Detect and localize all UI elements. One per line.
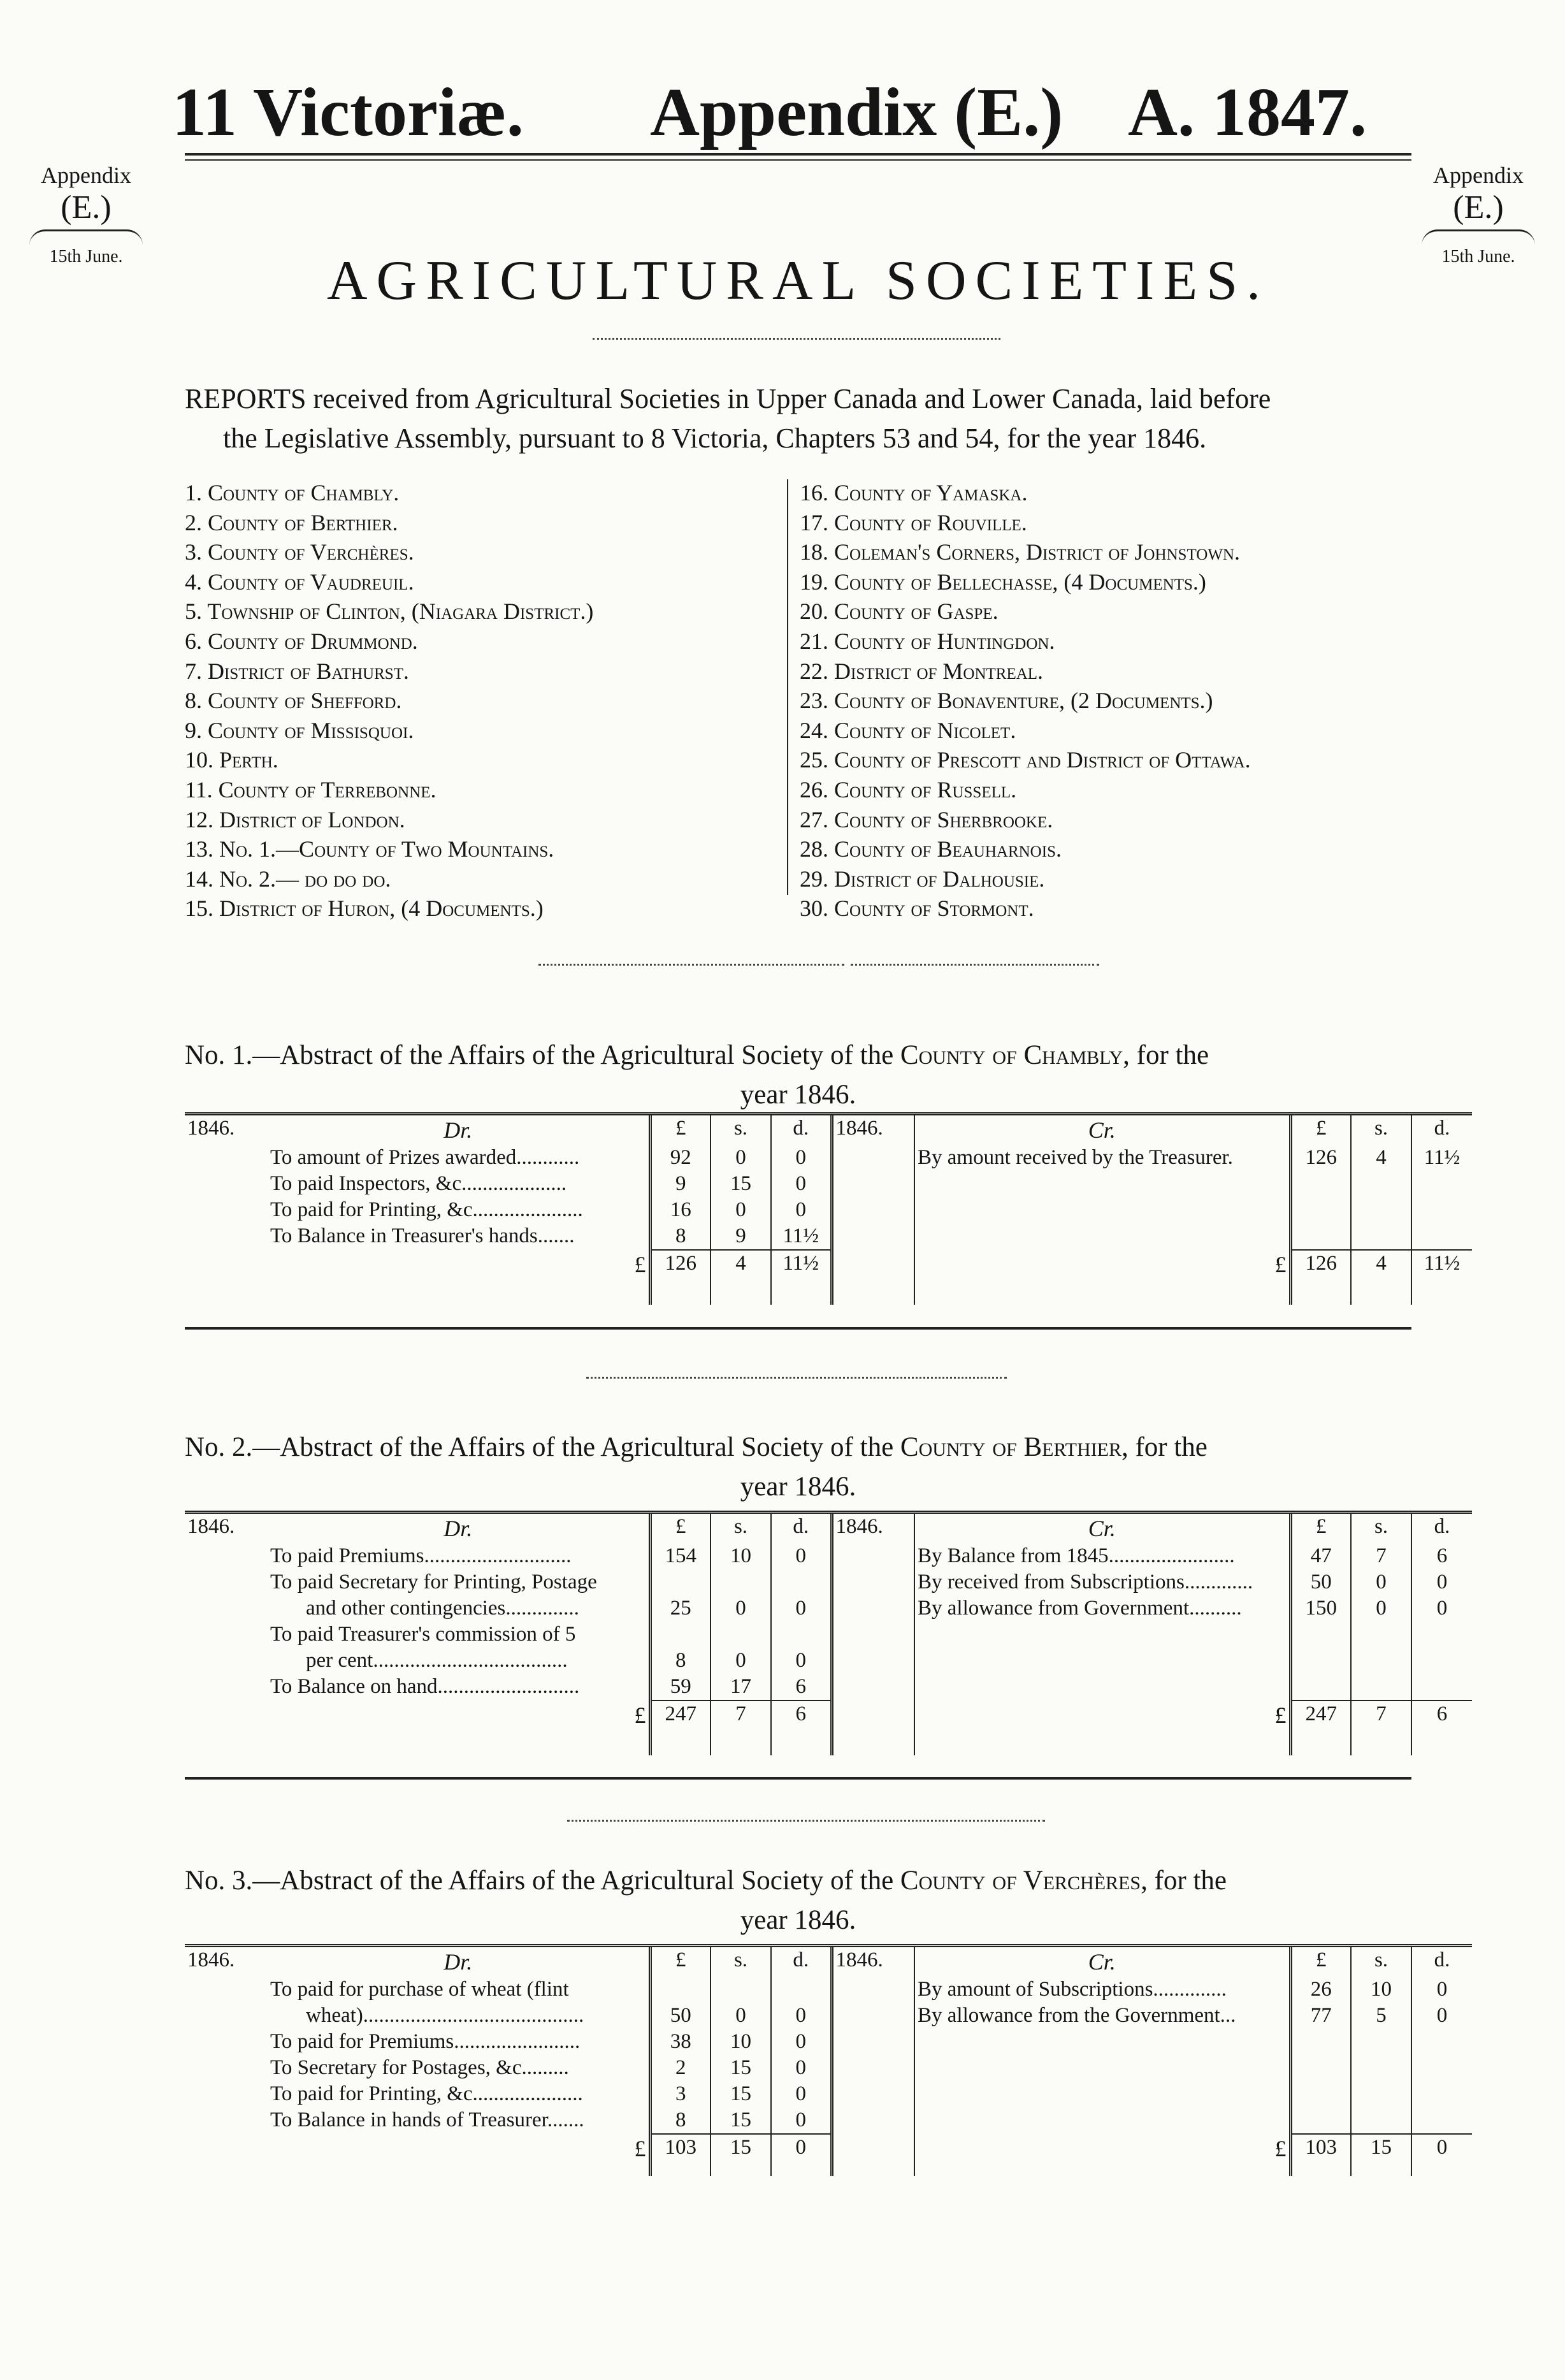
- debit-header: Dr.: [268, 1513, 650, 1544]
- table-row: and other contingencies.............. 25 0 0 By allowance from Government.......... 150 0 0: [185, 1595, 1472, 1622]
- list-item: 12. District of London.: [185, 806, 405, 832]
- abstract-year: year 1846.: [740, 1905, 856, 1936]
- account-table-1: [185, 1112, 1472, 1305]
- table-row: To paid Secretary for Printing, Postage By received from Subscriptions............. 50 0 0: [185, 1569, 1472, 1595]
- year-cell: 1846.: [185, 1513, 268, 1544]
- list-item: 27. County of Sherbrooke.: [800, 806, 1053, 832]
- list-item: 14. No. 2.— do do do.: [185, 866, 391, 892]
- intro-line-2: the Legislative Assembly, pursuant to 8 Victoria, Chapters 53 and 54, for the year 1846.: [223, 423, 1207, 454]
- margin-brace-icon: [1422, 229, 1535, 245]
- list-item: 23. County of Bonaventure, (2 Documents.): [800, 688, 1213, 714]
- table-row: To paid for Printing, &c..................... 16 0 0: [185, 1197, 1472, 1223]
- table-row: To Secretary for Postages, &c......... 2 15 0: [185, 2055, 1472, 2081]
- list-item: 9. County of Missisquoi.: [185, 717, 414, 743]
- table-row: To Balance on hand........................... 59 17 6: [185, 1674, 1472, 1701]
- abstract-year: year 1846.: [740, 1080, 856, 1110]
- list-item: 1. County of Chambly.: [185, 480, 400, 505]
- pence-header: d.: [771, 1513, 832, 1544]
- table-row: To amount of Prizes awarded............ 92 0 0 By amount received by the Treasurer. 126 4 11½: [185, 1145, 1472, 1171]
- shillings-header: s.: [710, 1114, 771, 1145]
- total-row: £ 247 7 6 £ 247 7 6: [185, 1701, 1472, 1730]
- margin-appendix-label: Appendix: [41, 163, 131, 188]
- credit-header: Cr.: [914, 1513, 1290, 1544]
- list-item: 18. Coleman's Corners, District of Johnstown.: [800, 539, 1240, 565]
- table-row: To paid Treasurer's commission of 5: [185, 1622, 1472, 1648]
- list-item: 16. County of Yamaska.: [800, 480, 1028, 505]
- list-item: 30. County of Stormont.: [800, 896, 1034, 922]
- list-item: 13. No. 1.—County of Two Mountains.: [185, 836, 554, 862]
- shillings-header: s.: [1351, 1513, 1411, 1544]
- intro-line-1: REPORTS received from Agricultural Societies in Upper Canada and Lower Canada, laid before: [185, 383, 1271, 414]
- margin-appendix-letter: (E.): [61, 189, 112, 226]
- table-row: To paid for Premiums........................ 38 10 0: [185, 2029, 1472, 2055]
- running-head-appendix: Appendix (E.): [650, 75, 1064, 150]
- running-head-year: A. 1847.: [1128, 75, 1367, 150]
- report-list-right: [800, 478, 1411, 924]
- margin-appendix-letter: (E.): [1453, 189, 1504, 226]
- section-divider: [586, 1377, 1007, 1379]
- list-item: 28. County of Beauharnois.: [800, 836, 1062, 862]
- abstract-heading-2: No. 2.—Abstract of the Affairs of the Agricultural Society of the County of Berthier, for the year 1846.: [185, 1428, 1411, 1507]
- section-divider: [851, 964, 1099, 966]
- list-item: 21. County of Huntingdon.: [800, 628, 1055, 654]
- year-cell: 1846.: [832, 1513, 914, 1544]
- credit-header: Cr.: [914, 1946, 1290, 1977]
- margin-brace-icon: [29, 229, 143, 245]
- shillings-header: s.: [710, 1946, 771, 1977]
- shillings-header: s.: [1351, 1114, 1411, 1145]
- pence-header: d.: [1411, 1946, 1472, 1977]
- pounds-header: £: [1290, 1946, 1351, 1977]
- list-item: 29. District of Dalhousie.: [800, 866, 1045, 892]
- list-item: 6. County of Drummond.: [185, 628, 418, 654]
- pence-header: d.: [1411, 1114, 1472, 1145]
- list-item: 22. District of Montreal.: [800, 658, 1044, 684]
- credit-header: Cr.: [914, 1114, 1290, 1145]
- abstract-year: year 1846.: [740, 1472, 856, 1502]
- list-item: 20. County of Gaspe.: [800, 599, 999, 625]
- section-divider: [567, 1820, 1045, 1822]
- shillings-header: s.: [710, 1513, 771, 1544]
- table-bottom-rule: [185, 1327, 1411, 1330]
- list-item: 8. County of Shefford.: [185, 688, 402, 714]
- list-item: 10. Perth.: [185, 747, 278, 773]
- year-cell: 1846.: [185, 1946, 268, 1977]
- table-row: To paid for Printing, &c..................... 3 15 0: [185, 2081, 1472, 2107]
- table-row: To paid Premiums............................ 154 10 0 By Balance from 1845........................ 47 7 6: [185, 1543, 1472, 1569]
- abstract-county: County of Berthier: [900, 1432, 1121, 1462]
- table-row: per cent..................................... 8 0 0: [185, 1648, 1472, 1674]
- page-title: AGRICULTURAL SOCIETIES.: [326, 250, 1270, 312]
- list-item: 2. County of Berthier.: [185, 509, 398, 535]
- pence-header: d.: [771, 1114, 832, 1145]
- debit-header: Dr.: [268, 1114, 650, 1145]
- table-row: To Balance in Treasurer's hands....... 8 9 11½: [185, 1223, 1472, 1250]
- abstract-county: County of Chambly: [900, 1040, 1123, 1070]
- margin-appendix-label: Appendix: [1433, 163, 1524, 188]
- running-head-regnal-year: 11 Victoriæ.: [172, 75, 524, 150]
- table-row: To Balance in hands of Treasurer....... 8 15 0: [185, 2107, 1472, 2134]
- year-cell: 1846.: [185, 1114, 268, 1145]
- intro-paragraph: [185, 379, 1411, 459]
- margin-date: 15th June.: [49, 247, 123, 267]
- margin-note-right: [1411, 163, 1545, 267]
- margin-note-left: [19, 163, 153, 267]
- list-item: 15. District of Huron, (4 Documents.): [185, 896, 544, 922]
- abstract-county: County of Verchères: [900, 1866, 1141, 1896]
- debit-header: Dr.: [268, 1946, 650, 1977]
- total-row: £ 126 4 11½ £ 126 4 11½: [185, 1250, 1472, 1279]
- pounds-header: £: [650, 1513, 710, 1544]
- table-bottom-rule: [185, 1777, 1411, 1780]
- list-item: 19. County of Bellechasse, (4 Documents.): [800, 569, 1206, 595]
- title-divider: [593, 338, 1000, 340]
- list-item: 25. County of Prescott and District of Ottawa.: [800, 747, 1251, 773]
- list-item: 3. County of Verchères.: [185, 539, 414, 565]
- total-row: £ 103 15 0 £ 103 15 0: [185, 2134, 1472, 2163]
- abstract-heading-3: No. 3.—Abstract of the Affairs of the Agricultural Society of the County of Verchères, for the year 1846.: [185, 1861, 1411, 1941]
- list-item: 17. County of Rouville.: [800, 509, 1027, 535]
- table-row: To paid for purchase of wheat (flint By amount of Subscriptions.............. 26 10 0: [185, 1977, 1472, 2003]
- table-row: wheat).......................................... 50 0 0 By allowance from the Government... 77 5 0: [185, 2003, 1472, 2029]
- list-item: 5. Township of Clinton, (Niagara District.): [185, 599, 594, 625]
- pounds-header: £: [650, 1946, 710, 1977]
- account-table-2: [185, 1511, 1472, 1755]
- pence-header: d.: [771, 1946, 832, 1977]
- report-list-left: [185, 478, 781, 924]
- list-item: 7. District of Bathurst.: [185, 658, 409, 684]
- section-divider: [538, 964, 844, 966]
- list-column-divider: [787, 479, 788, 895]
- pounds-header: £: [650, 1114, 710, 1145]
- year-cell: 1846.: [832, 1114, 914, 1145]
- abstract-heading-1: No. 1.—Abstract of the Affairs of the Agricultural Society of the County of Chambly, for the year 1846.: [185, 1036, 1411, 1115]
- shillings-header: s.: [1351, 1946, 1411, 1977]
- list-item: 4. County of Vaudreuil.: [185, 569, 414, 595]
- year-cell: 1846.: [832, 1946, 914, 1977]
- pounds-header: £: [1290, 1114, 1351, 1145]
- account-table-3: [185, 1944, 1472, 2176]
- pounds-header: £: [1290, 1513, 1351, 1544]
- table-row: To paid Inspectors, &c.................... 9 15 0: [185, 1171, 1472, 1197]
- list-item: 24. County of Nicolet.: [800, 717, 1016, 743]
- list-item: 11. County of Terrebonne.: [185, 776, 436, 802]
- margin-date: 15th June.: [1441, 247, 1515, 267]
- header-rule: [185, 153, 1411, 161]
- pence-header: d.: [1411, 1513, 1472, 1544]
- list-item: 26. County of Russell.: [800, 776, 1017, 802]
